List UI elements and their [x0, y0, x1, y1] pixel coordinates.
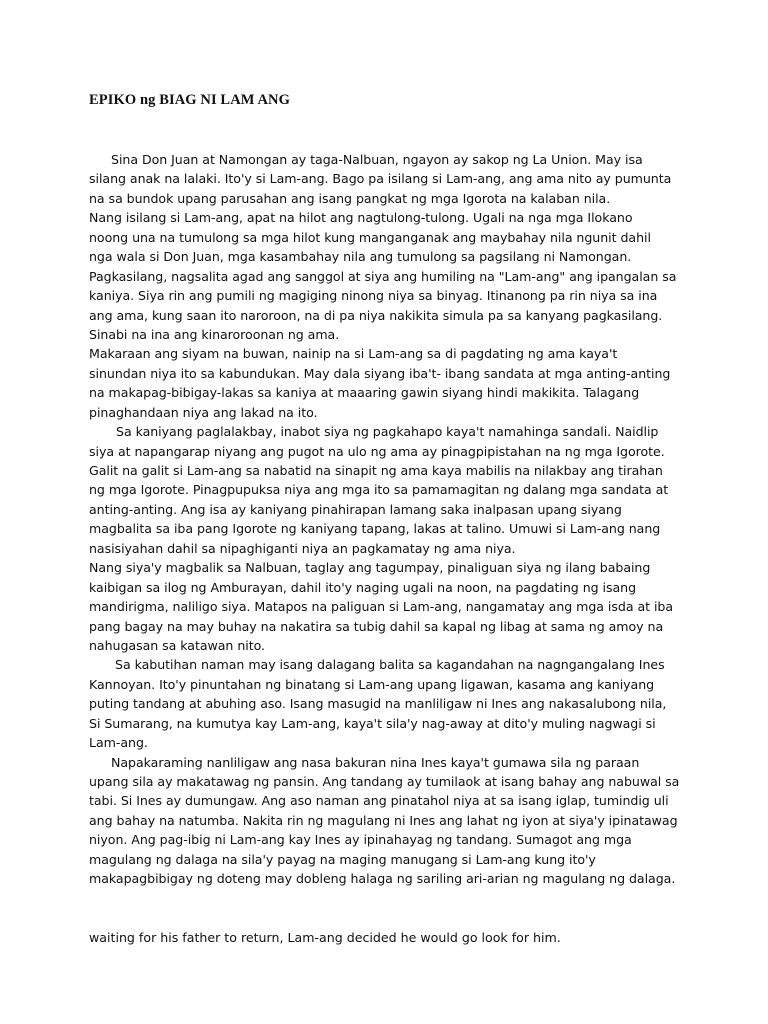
text-line: Sa kabutihan naman may isang dalagang balita sa kagandahan na nagngangalang Ines — [115, 657, 665, 673]
text-line: magbalita sa iba pang Igorote ng kaniyang tapang, lakas at talino. Umuwi si Lam-ang nang — [89, 521, 661, 537]
text-line: pinaghandaan niya ang lakad na ito. — [89, 404, 318, 420]
text-line: Sina Don Juan at Namongan ay taga-Nalbuan, ngayon ay sakop ng La Union. May isa — [111, 152, 643, 167]
text-line: ng mga Igorote. Pinagpupuksa niya ang mga ito sa pamamagitan ng dalang mga sandata at — [89, 482, 669, 498]
text-line: ang ama, kung saan ito naroroon, na di pa niya nakikita simula pa sa kanyang pagkasilang. — [89, 307, 663, 323]
text-line: Nang isilang si Lam-ang, apat na hilot ang nagtulong-tulong. Ugali na nga mga Ilokano — [89, 210, 633, 226]
text-line: Si Sumarang, na kumutya kay Lam-ang, kaya't sila'y nag-away at dito'y muling nagwagi si — [89, 715, 656, 731]
text-line: magulang ng dalaga na sila'y payag na maging manugang si Lam-ang kung ito'y — [89, 851, 596, 867]
document-body — [89, 150, 709, 889]
text-line: makapagbibigay ng doteng may dobleng halaga ng sariling ari-arian ng magulang ng dalaga. — [89, 871, 676, 887]
text-line: noong una na tumulong sa mga hilot kung manganganak ang maybahay nila ngunit dahil — [89, 229, 651, 245]
text-line: niyon. Ang pag-ibig ni Lam-ang kay Ines ay ipinahayag ng tandang. Sumagot ang mga — [89, 832, 632, 848]
text-line: Napakaraming nanliligaw ang nasa bakuran nina Ines kaya't gumawa sila ng paraan — [111, 754, 640, 770]
text-line: kaibigan sa ilog ng Amburayan, dahil ito'y naging ugali na noon, na pagdating ng isang — [89, 579, 637, 595]
footer-text: waiting for his father to return, Lam-ang decided he would go look for him. — [89, 930, 561, 945]
text-line: na makapag-bibigay-lakas sa kaniya at maaaring gawin siyang hindi makikita. Talagang — [89, 385, 640, 401]
text-line: silang anak na lalaki. Ito'y si Lam-ang. Bago pa isilang si Lam-ang, ang ama nito ay pumunta — [89, 171, 672, 187]
text-line: Galit na galit si Lam-ang sa nabatid na sinapit ng ama kaya mabilis na nilakbay ang tirahan — [89, 463, 663, 478]
text-line: nga wala si Don Juan, mga kasambahay nila ang tumulong sa pagsilang ni Namongan. — [89, 249, 632, 265]
text-line: kaniya. Siya rin ang pumili ng magiging ninong niya sa binyag. Itinanong pa rin niya sa ina — [89, 288, 658, 304]
text-line: Nang siya'y magbalik sa Nalbuan, taglay ang tagumpay, pinaliguan siya ng ilang babaing — [89, 560, 651, 576]
text-line: upang sila ay makatawag ng pansin. Ang tandang ay tumilaok at isang bahay ang nabuwal sa — [89, 774, 680, 789]
text-line: nahugasan sa katawan nito. — [89, 637, 265, 653]
text-line: Sa kaniyang paglalakbay, inabot siya ng pagkahapo kaya't namahinga sandali. Naidlip — [116, 424, 659, 440]
text-line: Lam-ang. — [89, 735, 148, 751]
text-line: tabi. Si Ines ay dumungaw. Ang aso naman ang pinatahol niya at sa isang iglap, tumindig uli — [89, 793, 669, 809]
text-line: ang bahay na natumba. Nakita rin ng magulang ni Ines ang lahat ng iyon at siya'y ipinatawag — [89, 812, 678, 828]
text-line: puting tandang at abuhing aso. Isang masugid na manliligaw ni Ines ang nakasalubong nila, — [89, 696, 667, 712]
text-line: Pagkasilang, nagsalita agad ang sanggol at siya ang humiling na "Lam-ang" ang ipangalan sa — [89, 268, 677, 284]
text-line: Sinabi na ina ang kinaroroonan ng ama. — [89, 326, 340, 342]
text-line: na sa bundok upang parusahan ang isang pangkat ng mga Igorota na kalaban nila. — [89, 190, 611, 206]
text-line: siya at napangarap niyang ang pugot na ulo ng ama ay pinagpipistahan na ng mga Igorote. — [89, 443, 665, 459]
text-line: Makaraan ang siyam na buwan, nainip na si Lam-ang sa di pagdating ng ama kaya't — [89, 346, 618, 362]
text-line: mandirigma, naliligo siya. Matapos na paliguan si Lam-ang, nangamatay ang mga isda at iba — [89, 599, 674, 615]
text-line: sinundan niya ito sa kabundukan. May dala siyang iba't- ibang sandata at mga anting-anting — [89, 365, 671, 381]
document-title: EPIKO ng BIAG NI LAM ANG — [89, 92, 290, 108]
text-line: Kannoyan. Ito'y pinuntahan ng binatang si Lam-ang upang ligawan, kasama ang kaniyang — [89, 676, 655, 692]
text-line: pang bagay na may buhay na nakatira sa tubig dahil sa kapal ng libag at sama ng amoy na — [89, 618, 664, 634]
text-line: anting-anting. Ang isa ay kaniyang pinahirapan lamang saka inalpasan upang siyang — [89, 501, 622, 517]
text-line: nasisiyahan dahil sa nipaghiganti niya an pagkamatay ng ama niya. — [89, 540, 516, 556]
